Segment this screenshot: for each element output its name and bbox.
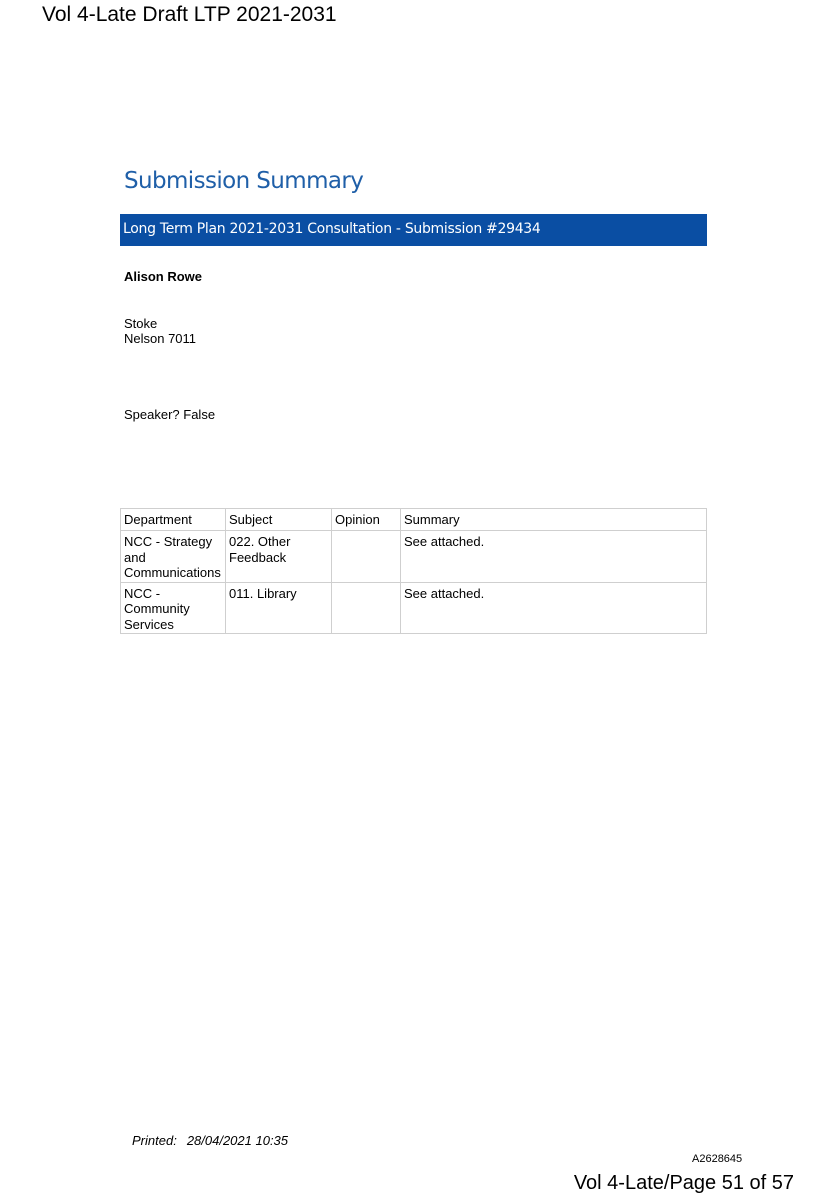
cell-department: NCC - Community Services	[121, 582, 226, 634]
document-header-title: Vol 4-Late Draft LTP 2021-2031	[42, 3, 337, 26]
cell-subject: 022. Other Feedback	[226, 531, 332, 583]
column-header-summary: Summary	[401, 509, 707, 531]
table-header-row	[121, 509, 707, 531]
submission-table	[120, 508, 707, 634]
table-row	[121, 582, 707, 634]
speaker-status: Speaker? False	[124, 407, 216, 422]
column-header-department: Department	[121, 509, 226, 531]
page-title: Submission Summary	[124, 168, 364, 194]
cell-subject: 011. Library	[226, 582, 332, 634]
page-number-footer: Vol 4-Late/Page 51 of 57	[573, 1172, 794, 1194]
printed-timestamp	[132, 1133, 288, 1149]
submitter-name: Alison Rowe	[124, 269, 203, 284]
cell-opinion	[332, 531, 401, 583]
table-row	[121, 531, 707, 583]
cell-opinion	[332, 582, 401, 634]
cell-department: NCC - Strategy and Communications	[121, 531, 226, 583]
document-reference: A2628645	[692, 1153, 743, 1165]
printed-datetime: 28/04/2021 10:35	[186, 1133, 289, 1148]
cell-summary: See attached.	[401, 531, 707, 583]
printed-label: Printed:	[132, 1133, 177, 1148]
column-header-subject: Subject	[226, 509, 332, 531]
address-line-1: Stoke	[124, 316, 158, 331]
submitter-address	[124, 316, 196, 346]
address-line-2: Nelson 7011	[124, 331, 197, 346]
cell-summary: See attached.	[401, 582, 707, 634]
column-header-opinion: Opinion	[332, 509, 401, 531]
submission-banner: Long Term Plan 2021-2031 Consultation - Submission #29434	[120, 214, 707, 246]
